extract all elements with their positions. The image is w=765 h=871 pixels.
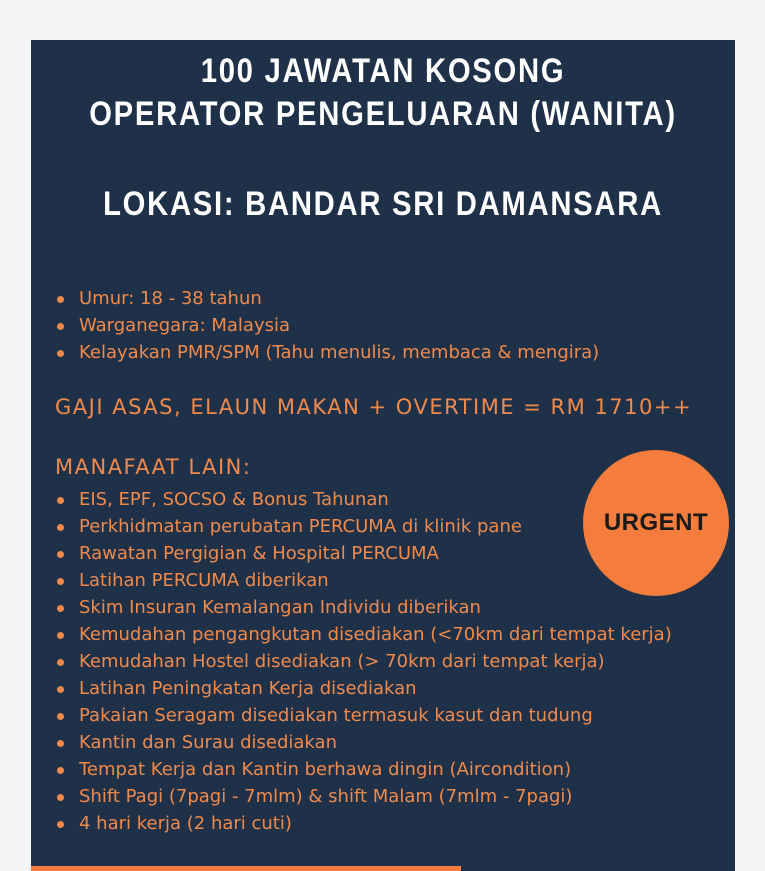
job-poster: [31, 40, 735, 871]
accent-divider: [31, 866, 461, 871]
requirements-list: [53, 285, 599, 366]
benefit-item: Latihan Peningkatan Kerja disediakan: [53, 675, 713, 702]
benefit-item: Kantin dan Surau disediakan: [53, 729, 713, 756]
benefit-item: Latihan PERCUMA diberikan: [53, 567, 713, 594]
benefit-item: Pakaian Seragam disediakan termasuk kasut dan tudung: [53, 702, 713, 729]
poster-title: 100 JAWATAN KOSONG: [200, 52, 566, 90]
urgent-badge: [583, 450, 729, 596]
benefit-item: Shift Pagi (7pagi - 7mlm) & shift Malam (7mlm - 7pagi): [53, 783, 713, 810]
poster-subtitle: OPERATOR PENGELUARAN (WANITA): [89, 95, 677, 133]
urgent-badge-label: URGENT: [603, 509, 709, 536]
benefits-heading: MANAFAAT LAIN:: [55, 455, 252, 479]
benefit-item: EIS, EPF, SOCSO & Bonus Tahunan: [53, 486, 713, 513]
requirement-item: Umur: 18 - 38 tahun: [53, 285, 599, 312]
benefit-item: Kemudahan Hostel disediakan (> 70km dari tempat kerja): [53, 648, 713, 675]
benefit-item: Perkhidmatan perubatan PERCUMA di klinik pane: [53, 513, 713, 540]
benefit-item: 4 hari kerja (2 hari cuti): [53, 810, 713, 837]
requirement-item: Warganegara: Malaysia: [53, 312, 599, 339]
benefit-item: Kemudahan pengangkutan disediakan (<70km dari tempat kerja): [53, 621, 713, 648]
salary-line: GAJI ASAS, ELAUN MAKAN + OVERTIME = RM 1710++: [55, 395, 693, 419]
benefit-item: Rawatan Pergigian & Hospital PERCUMA: [53, 540, 713, 567]
requirement-item: Kelayakan PMR/SPM (Tahu menulis, membaca & mengira): [53, 339, 599, 366]
benefit-item: Tempat Kerja dan Kantin berhawa dingin (Aircondition): [53, 756, 713, 783]
location-heading: LOKASI: BANDAR SRI DAMANSARA: [103, 185, 663, 223]
benefit-item: Skim Insuran Kemalangan Individu diberikan: [53, 594, 713, 621]
